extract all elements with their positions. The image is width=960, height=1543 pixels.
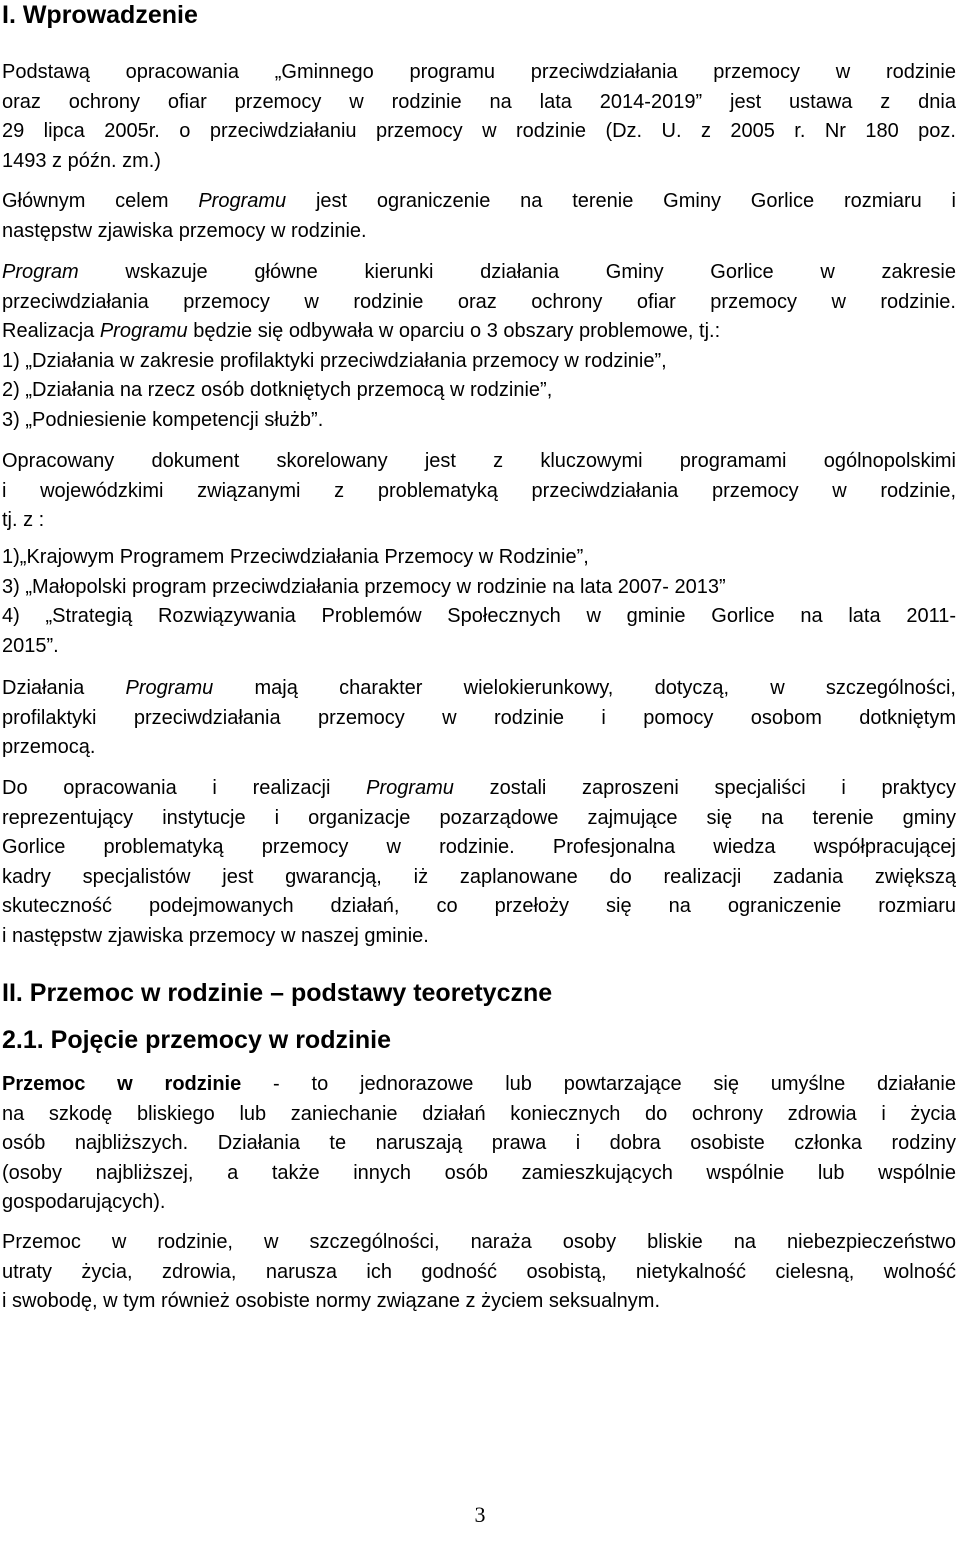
italic-term: Programu — [366, 777, 454, 799]
paragraph-line: kadry specjalistów jest gwarancją, iż zaplanowane do realizacji zadania zwiększą — [2, 865, 956, 888]
text-run: Głównym celem — [2, 190, 199, 212]
text-run: jest ograniczenie na terenie Gminy Gorlice rozmiaru i — [286, 190, 956, 212]
paragraph-line — [2, 187, 956, 217]
paragraph-line: przemocą. — [2, 736, 96, 758]
paragraph-line: reprezentujący instytucje i organizacje pozarządowe zajmujące się na terenie gminy — [2, 806, 956, 829]
paragraph-line — [2, 258, 956, 288]
italic-term: Programu — [99, 320, 188, 342]
bold-term: Przemoc w rodzinie — [2, 1073, 242, 1095]
paragraph-line: na szkodę bliskiego lub zaniechanie działań koniecznych do ochrony zdrowia i życia — [2, 1102, 956, 1125]
list-item: 2015”. — [2, 634, 59, 657]
paragraph-line: Podstawą opracowania „Gminnego programu przeciwdziałania przemocy w rodzinie — [2, 61, 956, 83]
text-run: - to jednorazowe lub powtarzające się umyślne działanie — [241, 1073, 957, 1095]
paragraph-line — [2, 1070, 956, 1100]
paragraph-glowny-cel — [2, 187, 956, 246]
text-run: mają charakter wielokierunkowy, dotyczą, w szczególności, — [213, 677, 956, 699]
text-run: będzie się odbywała w oparciu o 3 obszary problemowe, tj.: — [187, 320, 721, 342]
text-run: zostali zaproszeni specjaliści i praktycy — [453, 777, 956, 799]
paragraph-line: 1493 z późn. zm.) — [2, 149, 161, 172]
heading-wprowadzenie: I. Wprowadzenie — [2, 1, 198, 29]
paragraph-line: skuteczność podejmowanych działań, co przełoży się na ograniczenie rozmiaru — [2, 895, 956, 917]
list-item: 1) „Działania w zakresie profilaktyki przeciwdziałania przemocy w rodzinie”, — [2, 349, 667, 372]
heading-pojecie-przemocy: 2.1. Pojęcie przemocy w rodzinie — [2, 1026, 392, 1054]
paragraph-line: oraz ochrony ofiar przemocy w rodzinie na lata 2014-2019” jest ustawa z dnia — [2, 90, 956, 113]
paragraph-line: Gorlice problematyką przemocy w rodzinie. Profesjonalna wiedza współpracującej — [2, 836, 956, 858]
paragraph-line — [2, 317, 956, 347]
paragraph-line: Opracowany dokument skorelowany jest z kluczowymi programami ogólnopolskimi — [2, 450, 956, 472]
paragraph-line: i wojewódzkimi związanymi z problematyką przeciwdziałania przemocy w rodzinie, — [2, 479, 956, 502]
paragraph-skorelowany — [2, 447, 956, 536]
paragraph-line — [2, 774, 956, 804]
paragraph-line: profilaktyki przeciwdziałania przemocy w rodzinie i pomocy osobom dotkniętym — [2, 706, 956, 729]
paragraph-line: tj. z : — [2, 509, 45, 531]
text-run: wskazuje główne kierunki działania Gminy Gorlice w zakresie — [78, 261, 956, 283]
list-item: 4) „Strategią Rozwiązywania Problemów Społecznych w gminie Gorlice na lata 2011- — [2, 605, 956, 627]
paragraph-line: utraty życia, zdrowia, narusza ich godność osobistą, nietykalność cielesną, wolność — [2, 1260, 956, 1283]
page-number: 3 — [474, 1502, 486, 1527]
text-run: Działania — [2, 677, 126, 699]
list-item: 3) „Małopolski program przeciwdziałania przemocy w rodzinie na lata 2007- 2013” — [2, 575, 726, 598]
paragraph-dzialania — [2, 674, 956, 763]
paragraph-podstawa — [2, 58, 956, 176]
paragraph-line: gospodarujących). — [2, 1191, 166, 1213]
paragraph-line: osób najbliższych. Działania te naruszają prawa i dobra osobiste członka rodziny — [2, 1132, 956, 1154]
paragraph-line: (osoby najbliższej, a także innych osób zamieszkujących wspólnie lub wspólnie — [2, 1161, 956, 1184]
heading-przemoc-w-rodzinie: II. Przemoc w rodzinie – podstawy teoretyczne — [2, 979, 553, 1007]
paragraph-line: przeciwdziałania przemocy w rodzinie oraz ochrony ofiar przemocy w rodzinie. — [2, 290, 956, 313]
text-run: Realizacja — [2, 320, 100, 342]
list-item: 2) „Działania na rzecz osób dotkniętych przemocą w rodzinie”, — [2, 379, 553, 401]
paragraph-kierunki — [2, 258, 956, 435]
programs-list — [2, 543, 956, 661]
paragraph-opracowanie — [2, 774, 956, 951]
italic-term: Program — [2, 261, 79, 283]
text-run: Do opracowania i realizacji — [2, 777, 367, 799]
paragraph-line: Przemoc w rodzinie, w szczególności, naraża osoby bliskie na niebezpieczeństwo — [2, 1231, 956, 1253]
paragraph-line: i następstw zjawiska przemocy w naszej gminie. — [2, 924, 429, 947]
paragraph-definicja — [2, 1070, 956, 1218]
paragraph-line: i swobodę, w tym również osobiste normy związane z życiem seksualnym. — [2, 1290, 661, 1312]
paragraph-zagrozenia — [2, 1228, 956, 1317]
list-item: 3) „Podniesienie kompetencji służb”. — [2, 408, 324, 431]
italic-term: Programu — [125, 677, 214, 699]
paragraph-line: następstw zjawiska przemocy w rodzinie. — [2, 219, 367, 242]
italic-term: Programu — [198, 190, 287, 212]
paragraph-line: 29 lipca 2005r. o przeciwdziałaniu przemocy w rodzinie (Dz. U. z 2005 r. Nr 180 poz. — [2, 120, 956, 142]
list-item: 1)„Krajowym Programem Przeciwdziałania Przemocy w Rodzinie”, — [2, 546, 589, 568]
paragraph-line — [2, 674, 956, 704]
